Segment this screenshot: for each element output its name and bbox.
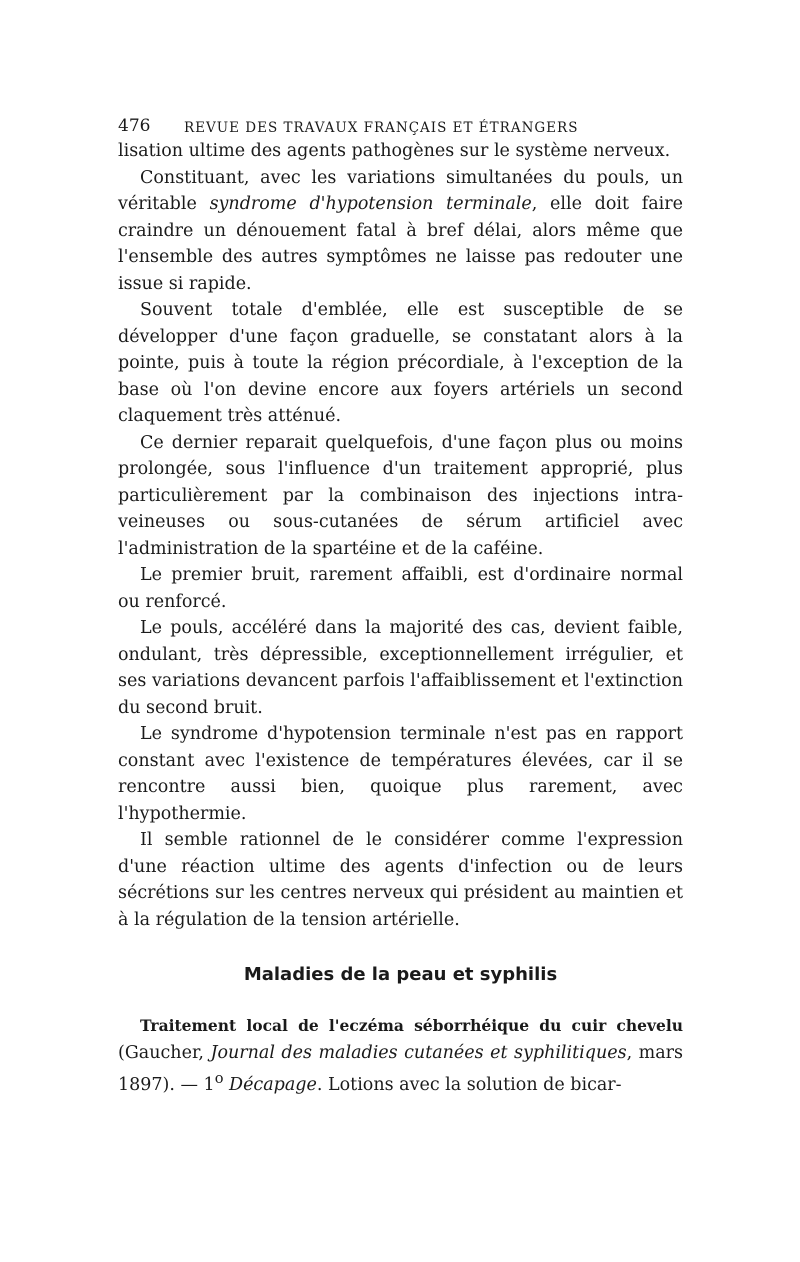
paragraph-first-sound: Le premier bruit, rarement affaibli, est d'ordinaire normal ou renforcé.	[118, 565, 683, 612]
running-title: REVUE DES TRAVAUX FRANÇAIS ET ÉTRANGERS	[184, 120, 579, 136]
ordinal-mark: o	[214, 1070, 224, 1087]
paragraph-syndrome	[118, 165, 683, 298]
article-paragraph	[118, 1013, 683, 1098]
paragraph-continuation: lisation ultime des agents pathogènes sur le système nerveux.	[118, 141, 671, 161]
paragraph-text: , elle doit faire craindre un dénouement fatal à bref délai, alors même que l'ensemble des autres symptômes ne laisse pas redouter une issue si rapide.	[118, 194, 684, 294]
journal-name: Journal des maladies cutanées et syphilitiques	[210, 1042, 627, 1063]
paragraph-pulse: Le pouls, accéléré dans la majorité des cas, devient faible, ondulant, très dépressible, exceptionnellement irrégulier, et ses variations devancent parfois l'affaiblissement et l'extinction du second bruit.	[118, 618, 683, 718]
paragraph-reappearance: Ce dernier reparait quelquefois, d'une façon plus ou moins prolongée, sous l'influence d'un traitement approprié, plus particulièrement par la combinaison des injections intra-veineuses ou sous-cutanées de sérum artificiel avec l'administration de la spartéine et de la caféine.	[118, 432, 683, 559]
step-label: Décapage	[229, 1074, 317, 1095]
article-title: Traitement local de l'eczéma séborrhéique du cuir chevelu	[140, 1016, 683, 1035]
book-page	[118, 108, 683, 1098]
paragraph-temperature: Le syndrome d'hypotension terminale n'est pas en rapport constant avec l'existence de températures élevées, car il se rencontre aussi bien, quoique plus rarement, avec l'hypothermie.	[118, 724, 683, 824]
paragraph-text: Constituant, avec les variations simultanées du pouls, un véritable	[118, 167, 683, 214]
step-text: . Lotions avec la solution de bicar-	[316, 1074, 622, 1095]
paragraph-conclusion: Il semble rationnel de le considérer comme l'expression d'une réaction ultime des agents d'infection ou de leurs sécrétions sur les centres nerveux qui président au maintien et à la régulation de la tension artérielle.	[118, 830, 683, 930]
running-head	[118, 108, 683, 138]
italic-term: syndrome d'hypotension terminale	[209, 194, 532, 214]
citation-date: , mars 1897). — 1	[118, 1042, 684, 1095]
page-number: 476	[118, 116, 151, 136]
citation-text: (Gaucher,	[118, 1042, 211, 1063]
paragraph-development: Souvent totale d'emblée, elle est susceptible de se développer d'une façon graduelle, se constatant alors à la pointe, puis à toute la région précordiale, à l'exception de la base où l'on devine encore aux foyers artériels un second claquement très atténué.	[118, 300, 683, 426]
section-heading: Maladies de la peau et syphilis	[243, 964, 558, 985]
